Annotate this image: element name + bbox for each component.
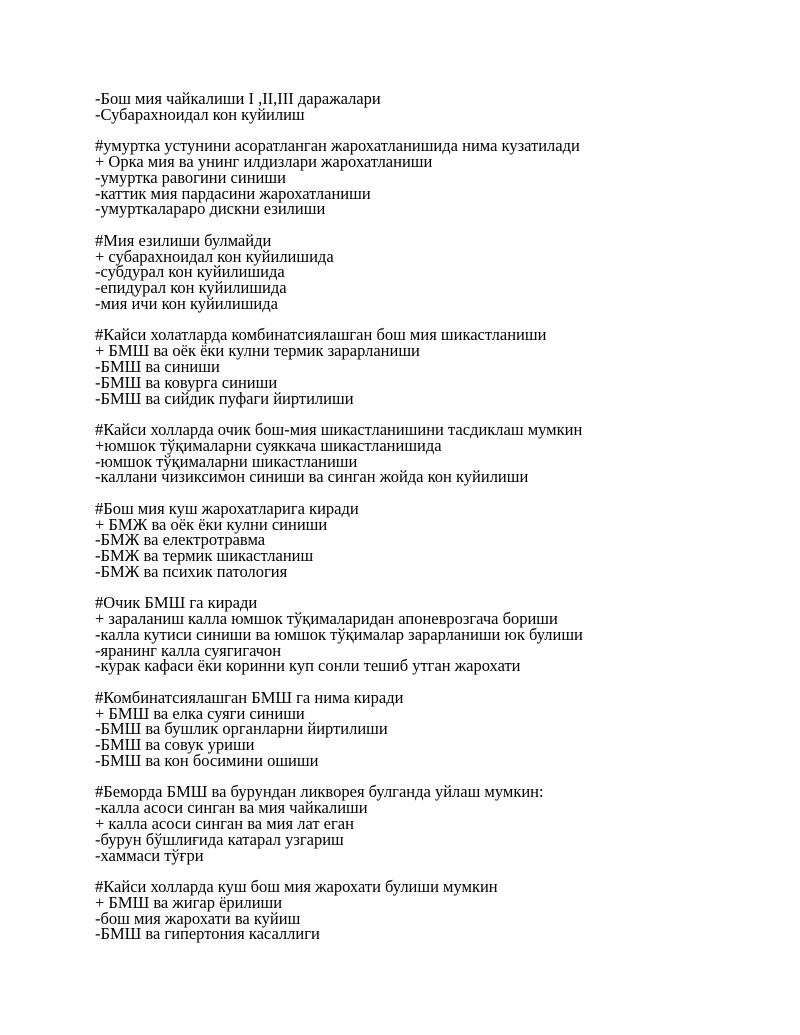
- answer-option: -бош мия жарохати ва куйиш: [95, 908, 301, 928]
- question-block-double-tbi: [95, 879, 775, 942]
- answer-option: -БМШ ва гипертония касаллиги: [95, 924, 320, 944]
- answer-correct: + БМЖ ва оёк ёки кулни синиши: [95, 514, 328, 534]
- question-block-open-tbi: [95, 595, 775, 674]
- answer-option: -каттик мия пардасини жарохатланиши: [95, 183, 371, 203]
- answer-option: -каллани чизиксимон синиши ва синган жойда кон куйилиши: [95, 467, 529, 487]
- question-line: #умуртка устунини асоратланган жарохатланишида нима кузатилади: [95, 136, 580, 156]
- question-block-spine-injury: [95, 138, 775, 217]
- question-block-open-injury: [95, 419, 775, 487]
- text-block-1: [95, 91, 775, 123]
- answer-correct: + БМШ ва елка суяги синиши: [95, 703, 305, 723]
- answer-option: -яранинг калла суягигачон: [95, 640, 282, 660]
- question-block-double-injury: [95, 498, 775, 581]
- answer-correct: + калла асоси синган ва мия лат еган: [95, 814, 354, 834]
- answer-correct: + Орка мия ва унинг илдизлари жарохатланиши: [95, 151, 433, 171]
- answer-option: -бурун бўшлиғида катарал узгариш: [95, 829, 344, 849]
- question-line: #Кайси холатларда комбинатсиялашган бош мия шикастланиши: [95, 325, 547, 345]
- question-line: #Бош мия куш жарохатларига киради: [95, 498, 359, 518]
- question-line: #Комбинатсиялашган БМШ га нима киради: [95, 687, 404, 707]
- question-line: #Беморда БМШ ва бурундан ликворея булганда уйлаш мумкин:: [95, 782, 544, 802]
- question-block-brain-compression: [95, 230, 775, 313]
- answer-correct: + БМШ ва жигар ёрилиши: [95, 892, 283, 912]
- answer-option: -БМШ ва сийдик пуфаги йиртилиши: [95, 388, 354, 408]
- answer-option: -епидурал кон куйилишида: [95, 278, 287, 298]
- answer-option: -БМЖ ва психик патология: [95, 561, 288, 581]
- text-line: -Субарахноидал кон куйилиш: [95, 104, 305, 124]
- answer-option: -умурткалараро дискни езилиши: [95, 199, 326, 219]
- answer-option: -БМШ ва синиши: [95, 356, 220, 376]
- answer-option: -юмшок тўқималарни шикастланиши: [95, 451, 358, 471]
- question-line: #Мия езилиши булмайди: [95, 230, 272, 250]
- question-block-combined-tbi: [95, 687, 775, 771]
- text-line: -Бош мия чайкалиши I ,II,III даражалари: [95, 89, 381, 108]
- question-line: #Кайси холларда куш бош мия жарохати булиши мумкин: [95, 877, 498, 897]
- answer-correct: + БМШ ва оёк ёки кулни термик зарарланиши: [95, 341, 420, 361]
- question-line: #Очик БМШ га киради: [95, 593, 258, 613]
- answer-option: -мия ичи кон куйилишида: [95, 293, 278, 313]
- answer-correct: + субарахноидал кон куйилишида: [95, 246, 334, 266]
- question-block-combined-injury: [95, 327, 775, 406]
- answer-option: -БМШ ва кон босимини ошиши: [95, 751, 319, 771]
- question-block-liquorrhea: [95, 784, 775, 863]
- answer-option: -умуртка равогини синиши: [95, 167, 286, 187]
- question-line: #Кайси холларда очик бош-мия шикастланишини тасдиклаш мумкин: [95, 419, 583, 439]
- answer-correct: +юмшок тўқималарни суяккача шикастланишида: [95, 435, 442, 455]
- answer-option: -БМШ ва ковурга синиши: [95, 372, 278, 392]
- answer-option: -калла кутиси синиши ва юмшок тўқималар зарарланиши юк булиши: [95, 624, 583, 644]
- answer-option: -хаммаси тўғри: [95, 845, 204, 865]
- answer-option: -субдурал кон куйилишида: [95, 262, 285, 282]
- answer-option: -курак кафаси ёки коринни куп сонли тешиб утган жарохати: [95, 656, 521, 676]
- answer-option: -БМЖ ва електротравма: [95, 530, 266, 550]
- answer-correct: + зараланиш калла юмшок тўқималаридан апоневрозгача бориши: [95, 609, 558, 629]
- answer-option: -БМШ ва бушлик органларни йиртилиши: [95, 719, 388, 739]
- answer-option: -БМШ ва совук уриши: [95, 735, 255, 755]
- document-body: [95, 91, 775, 958]
- answer-option: -калла асоси синган ва мия чайкалиши: [95, 798, 368, 818]
- answer-option: -БМЖ ва термик шикастланиш: [95, 546, 314, 566]
